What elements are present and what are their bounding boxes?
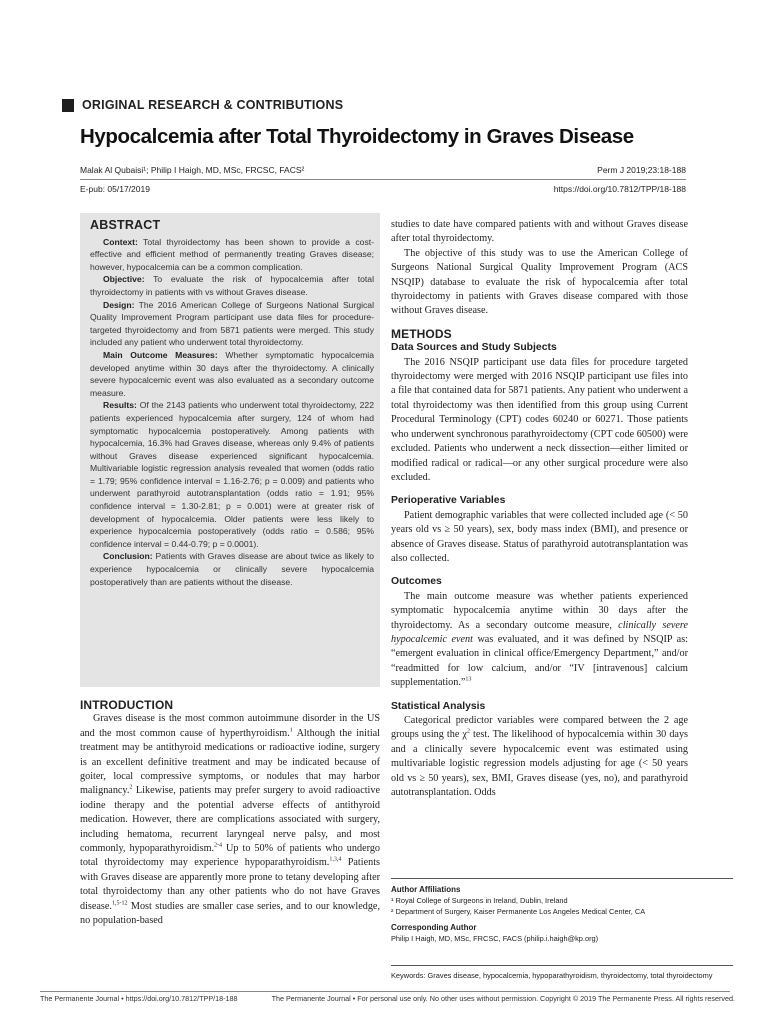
introduction-paragraph: Graves disease is the most common autoimmune disorder in the US and the most common cause of hyperthyroidism.$^1$ Although the initial treatment may be antithyroid medications or radioactive iodine, surgery is an excellent definitive treatment and may be indicated because of goiter, local compressive symptoms, or nodules that may harbor malignancy.$^2$ Likewise, patients may prefer surgery to avoid radioactive iodine therapy and the potential adverse effects of antithyroid medication. However, there are complications associated with surgery, including hematoma, recurrent laryngeal nerve palsy, and most commonly, hypoparathyroidism.$^{2-4}$ Up to 50% of patients who undergo total thyroidectomy may experience hypoparathyroidism.$^{1,3,4}$ Patients with Graves disease are apparently more prone to tetany developing after total thyroidectomy than any other patients who do not have Graves disease.$^{1,5-12}$ Most studies are smaller case series, and to our knowledge, no population-based <box>80 713 381 927</box>
affiliation-2: ² Department of Surgery, Kaiser Permanente Los Angeles Medical Center, CA <box>391 907 646 916</box>
abstract-conclusion: Conclusion: Patients with Graves disease are about twice as likely to experience hypocalcemia or clinically severe hypocalcemia postoperatively than are patients without the disease. <box>90 551 374 587</box>
right-column <box>391 218 688 800</box>
abstract-results: Results: Of the 2143 patients who underwent total thyroidectomy, 222 patients experienced hypocalcemia after surgery, 124 of whom had symptomatic hypocalcemia postoperatively. Among patients with hypocalcemia, 16.3% had Graves disease, whereas only 9.4% of patients without Graves disease experienced significant hypocalcemia. Multivariable logistic regression analysis revealed that women (odds ratio = 1.79; 95% confidence interval = 1.16-2.76; p = 0.009) and patients who underwent parathyroid autotransplantation (odds ratio = 1.91; 95% confidence interval = 1.30-2.81; p = 0.001) were at greater risk of development of hypocalcemia. Older patients were less likely to experience hypocalcemia postoperatively (odds ratio = 0.586; 95% confidence interval = 0.44-0.79; p = 0.0001). <box>90 400 374 549</box>
data-sources-paragraph: The 2016 NSQIP participant use data files for procedure targeted thyroidectomy were merged with 2016 NSQIP participant use files into a file that contained data for 5871 patients. Any patient who underwent a total thyroidectomy was then identified from this group using Current Procedural Terminology (CPT) codes 60240 or 60271. Those patients who underwent synchronous parathyroidectomy (CPT code 60500) were excluded. Patients who underwent a neck dissection—either limited or modified radical or radical—or any other surgical procedure were also excluded. <box>391 356 688 483</box>
footer-divider <box>40 991 730 992</box>
introduction-section <box>80 698 380 929</box>
introduction-continued: studies to date have compared patients with and without Graves disease after total thyroidectomy. <box>391 219 688 245</box>
outcomes-heading: Outcomes <box>391 576 442 588</box>
introduction-heading: INTRODUCTION <box>80 698 174 712</box>
abstract-heading: ABSTRACT <box>90 218 161 232</box>
section-label <box>62 98 343 112</box>
abstract-box <box>80 213 380 687</box>
methods-heading: METHODS <box>391 326 452 341</box>
header-divider <box>80 179 686 180</box>
author-row <box>80 165 686 175</box>
footer-right: The Permanente Journal • For personal use only. No other uses without permission. Copyright © 2019 The Permanente Press. All rights reserved. <box>271 994 735 1003</box>
corresponding-author: Philip I Haigh, MD, MSc, FRCSC, FACS (philip.i.haigh@kp.org) <box>391 934 599 943</box>
data-sources-heading: Data Sources and Study Subjects <box>391 342 557 354</box>
citation: Perm J 2019;23:18-188 <box>597 165 686 175</box>
statistical-analysis-paragraph: Categorical predictor variables were compared between the 2 age groups using the $\chi^2$ test. The likelihood of hypocalcemia within 30 days and a clinically severe hypocalcemic event was estimated using multivariable logistic regression models adjusting for age (< 50 years old vs ≥ 50 years), sex, BMI, Graves disease (yes, no), and parathyroid autotransplantation. Odds <box>391 715 688 799</box>
author-affiliations <box>391 884 733 944</box>
authors: Malak Al Qubaisi¹; Philip I Haigh, MD, MSc, FRCSC, FACS² <box>80 165 305 175</box>
abstract-objective: Objective: To evaluate the risk of hypocalcemia after total thyroidectomy in patients with vs without Graves disease. <box>90 274 374 297</box>
abstract-context: Context: Total thyroidectomy has been shown to provide a cost-effective and efficient method of permanently treating Graves disease; however, hypocalcemia can be a common complication. <box>90 236 374 272</box>
perioperative-heading: Perioperative Variables <box>391 495 506 507</box>
doi-link[interactable]: https://doi.org/10.7812/TPP/18-188 <box>553 184 686 194</box>
outcomes-paragraph: The main outcome measure was whether patients experienced symptomatic hypocalcemia anytime within 30 days after the thyroidectomy. As a secondary outcome measure, clinically severe hypocalcemic event was evaluated, and it was defined by NSQIP as: “emergent evaluation in clinical office/Emergency Department,” and/or “readmitted for low calcium, and/or “IV [intravenous] calcium supplementation.”$^{13}$ <box>391 590 688 689</box>
affiliation-1: ¹ Royal College of Surgeons in Ireland, Dublin, Ireland <box>391 896 568 905</box>
abstract-design: Design: The 2016 American College of Surgeons National Surgical Quality Improvement Program participant use data files for procedure-targeted thyroidectomy and from 5871 patients were merged. This study included any patient who underwent total thyroidectomy. <box>90 299 374 348</box>
corresponding-author-label: Corresponding Author <box>391 923 477 932</box>
keywords: Keywords: Graves disease, hypocalcemia, hypoparathyroidism, thyroidectomy, total thyroidectomy <box>391 971 713 980</box>
affiliation-divider <box>391 878 733 879</box>
article-title: Hypocalcemia after Total Thyroidectomy in Graves Disease <box>80 125 634 148</box>
section-marker-square <box>62 99 74 112</box>
abstract-outcome-measures: Main Outcome Measures: Whether symptomatic hypocalcemia developed anytime within 30 days after the thyroidectomy. A clinically severe hypocalcemic event was also evaluated as a secondary outcome measure. <box>90 349 375 398</box>
keywords-divider <box>391 965 733 966</box>
section-label-text: ORIGINAL RESEARCH & CONTRIBUTIONS <box>82 98 344 112</box>
epub-row <box>80 184 686 194</box>
perioperative-paragraph: Patient demographic variables that were collected included age (< 50 years old vs ≥ 50 years), sex, body mass index (BMI), and presence or absence of Graves disease. Status of parathyroid autotransplantation was also collected. <box>391 509 688 564</box>
objective-paragraph: The objective of this study was to use the American College of Surgeons National Surgical Quality Improvement Program (ACS NSQIP) database to evaluate the risk of hypocalcemia after total thyroidectomy in patients with Graves disease compared with those without Graves disease. <box>391 247 688 317</box>
statistical-analysis-heading: Statistical Analysis <box>391 700 486 712</box>
affiliations-label: Author Affiliations <box>391 885 461 894</box>
footer-left: The Permanente Journal • https://doi.org/10.7812/TPP/18-188 <box>40 994 238 1003</box>
epub-date: E-pub: 05/17/2019 <box>80 184 150 194</box>
